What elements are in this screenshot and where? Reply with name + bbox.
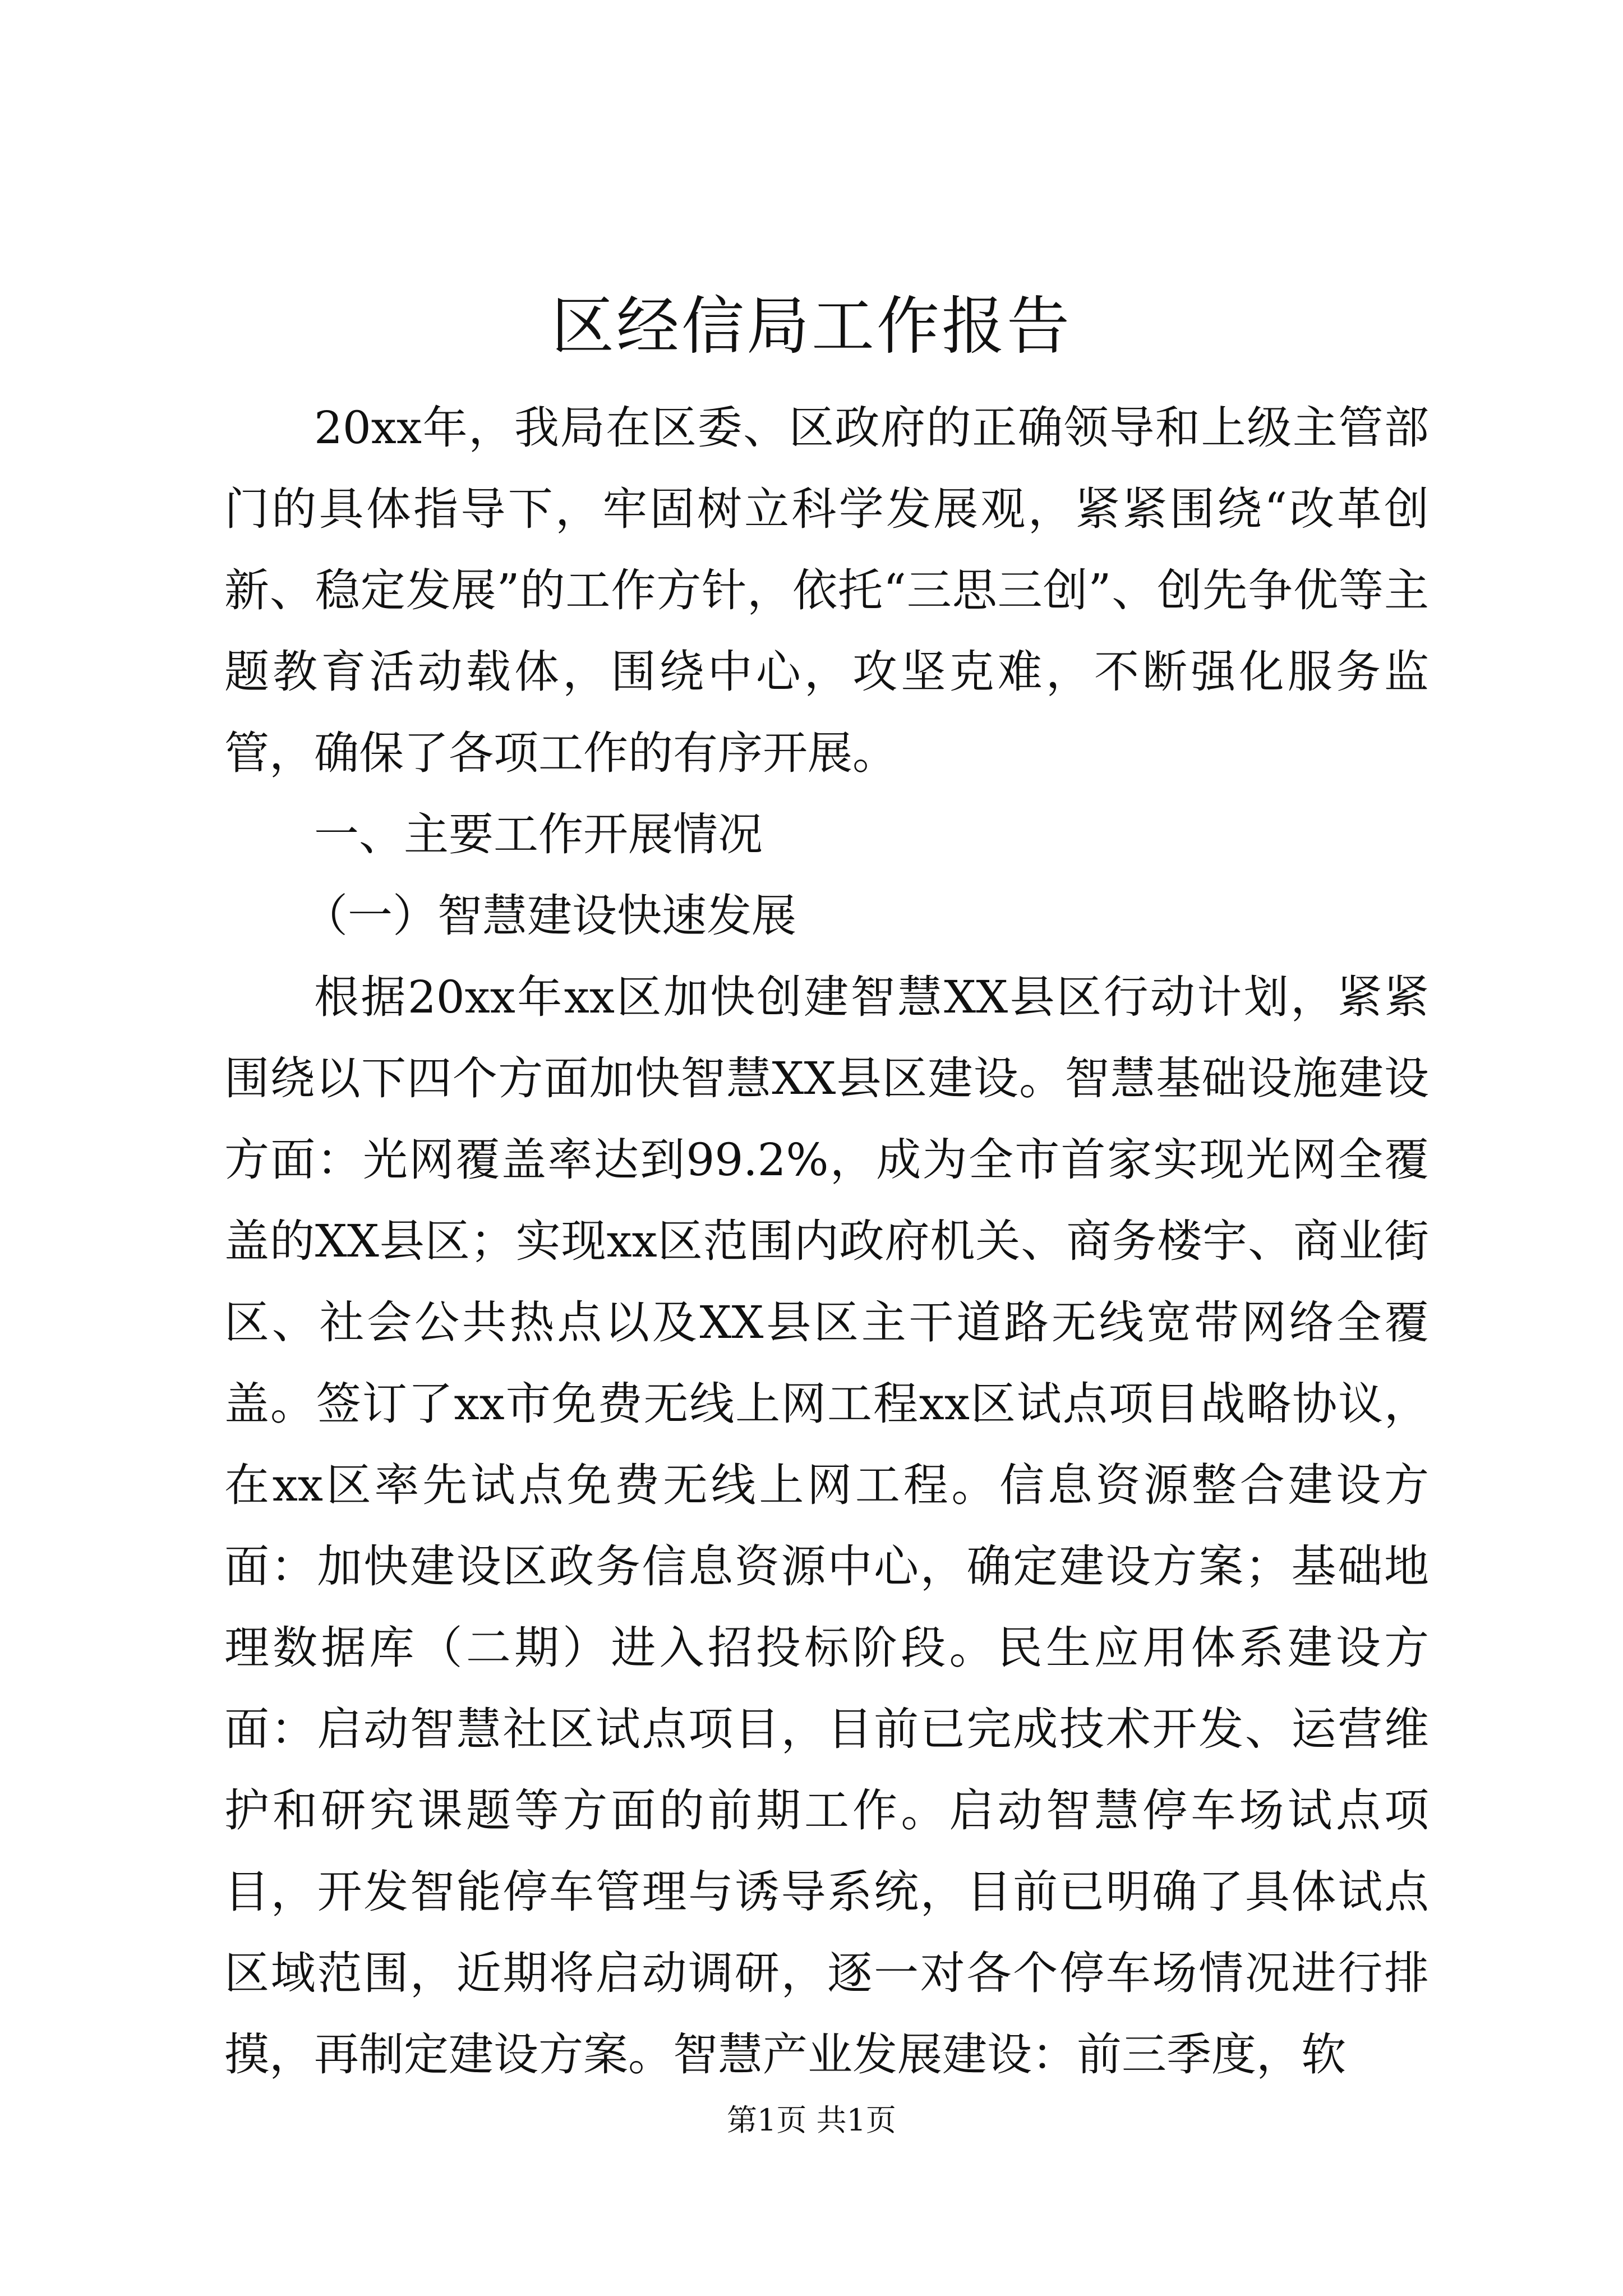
- page-footer: 第1页 共1页: [727, 2102, 896, 2138]
- intro-paragraph: 20xx年，我局在区委、区政府的正确领导和上级主管部门的具体指导下，牢固树立科学发展观，紧紧围绕“改革创新、稳定发展”的工作方针，依托“三思三创”、创先争优等主题教育活动载体，围绕中心，攻坚克难，不断强化服务监管，确保了各项工作的有序开展。: [224, 402, 1429, 779]
- document-body: [224, 387, 1429, 2095]
- body-paragraph: 根据20xx年xx区加快创建智慧XX县区行动计划，紧紧围绕以下四个方面加快智慧XX县区建设。智慧基础设施建设方面：光网覆盖率达到99.2%，成为全市首家实现光网全覆盖的XX县区；实现xx区范围内政府机关、商务楼宇、商业街区、社会公共热点以及XX县区主干道路无线宽带网络全覆盖。签订了xx市免费无线上网工程xx区试点项目战略协议，在xx区率先试点免费无线上网工程。信息资源整合建设方面：加快建设区政务信息资源中心，确定建设方案；基础地理数据库（二期）进入招投标阶段。民生应用体系建设方面：启动智慧社区试点项目，目前已完成技术开发、运营维护和研究课题等方面的前期工作。启动智慧停车场试点项目，开发智能停车管理与诱导系统，目前已明确了具体试点区域范围，近期将启动调研，逐一对各个停车场情况进行排摸，再制定建设方案。智慧产业发展建设：前三季度，软: [224, 971, 1429, 2081]
- subsection-heading: （一）智慧建设快速发展: [303, 890, 796, 942]
- document-title: 区经信局工作报告: [551, 290, 1072, 363]
- section-heading: 一、主要工作开展情况: [314, 808, 763, 861]
